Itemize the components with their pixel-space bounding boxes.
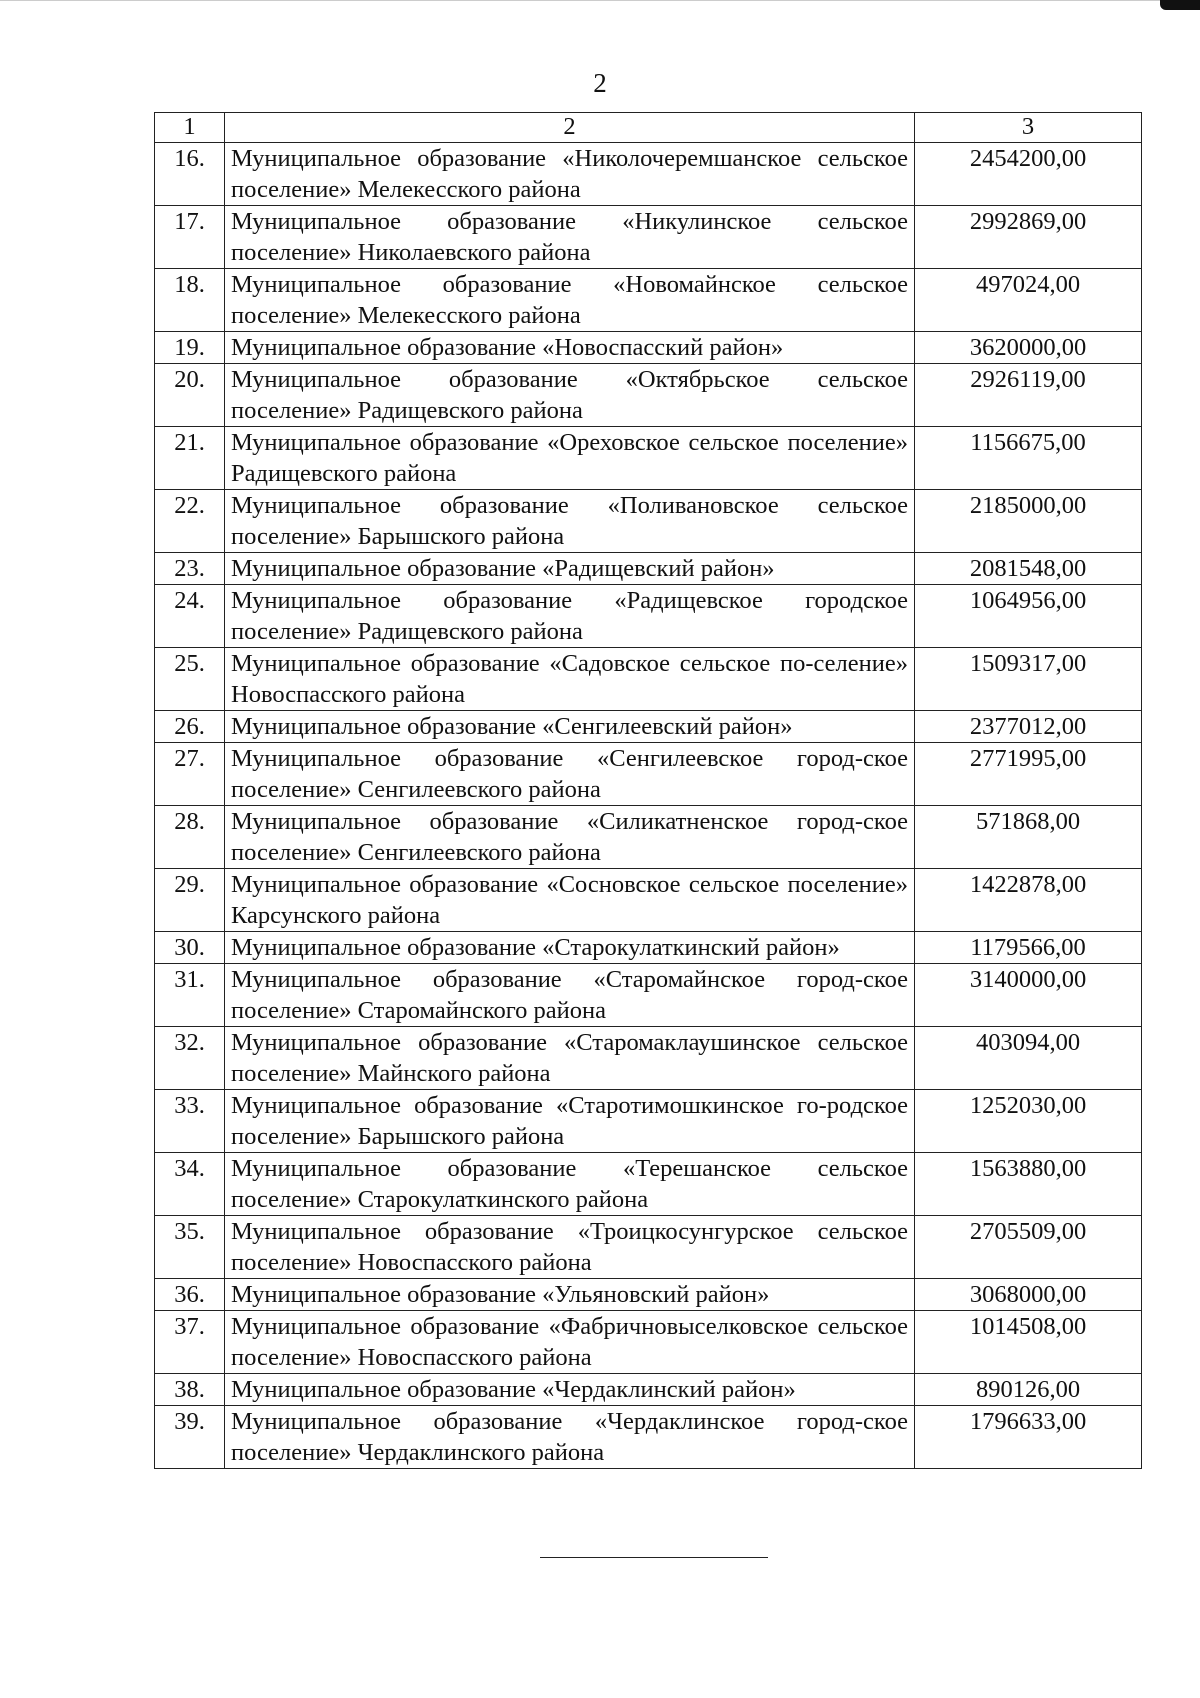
scan-corner-mark [1160, 0, 1200, 10]
allocation-amount: 2377012,00 [915, 711, 1142, 743]
table-row [155, 490, 1142, 553]
row-number: 30. [155, 932, 225, 964]
allocation-amount: 1064956,00 [915, 585, 1142, 648]
allocation-amount: 1179566,00 [915, 932, 1142, 964]
municipality-name: Муниципальное образование «Терешанское сельское поселение» Старокулаткинского района [225, 1153, 915, 1216]
table-row [155, 332, 1142, 364]
municipality-name: Муниципальное образование «Сосновское сельское поселение» Карсунского района [225, 869, 915, 932]
row-number: 17. [155, 206, 225, 269]
allocation-amount: 1422878,00 [915, 869, 1142, 932]
municipality-name: Муниципальное образование «Радищевское городское поселение» Радищевского района [225, 585, 915, 648]
row-number: 21. [155, 427, 225, 490]
table-row [155, 143, 1142, 206]
row-number: 20. [155, 364, 225, 427]
allocation-amount: 2705509,00 [915, 1216, 1142, 1279]
allocation-amount: 890126,00 [915, 1374, 1142, 1406]
allocation-table [154, 112, 1142, 1469]
table-row [155, 869, 1142, 932]
table-header [155, 113, 1142, 143]
table-row [155, 711, 1142, 743]
allocation-amount: 2926119,00 [915, 364, 1142, 427]
row-number: 18. [155, 269, 225, 332]
municipality-name: Муниципальное образование «Старомаклаушинское сельское поселение» Майнского района [225, 1027, 915, 1090]
table-row [155, 1374, 1142, 1406]
municipality-name: Муниципальное образование «Октябрьское сельское поселение» Радищевского района [225, 364, 915, 427]
table-row [155, 1216, 1142, 1279]
row-number: 22. [155, 490, 225, 553]
allocation-amount: 571868,00 [915, 806, 1142, 869]
row-number: 26. [155, 711, 225, 743]
allocation-amount: 2454200,00 [915, 143, 1142, 206]
allocation-amount: 2771995,00 [915, 743, 1142, 806]
municipality-name: Муниципальное образование «Новомайнское сельское поселение» Мелекесского района [225, 269, 915, 332]
allocation-amount: 1156675,00 [915, 427, 1142, 490]
municipality-name: Муниципальное образование «Радищевский район» [225, 553, 915, 585]
table-row [155, 932, 1142, 964]
row-number: 38. [155, 1374, 225, 1406]
municipality-name: Муниципальное образование «Троицкосунгурское сельское поселение» Новоспасского района [225, 1216, 915, 1279]
row-number: 16. [155, 143, 225, 206]
row-number: 39. [155, 1406, 225, 1469]
table-row [155, 585, 1142, 648]
row-number: 34. [155, 1153, 225, 1216]
allocation-amount: 2081548,00 [915, 553, 1142, 585]
municipality-name: Муниципальное образование «Ульяновский район» [225, 1279, 915, 1311]
table-body [155, 143, 1142, 1469]
table-row [155, 1279, 1142, 1311]
municipality-name: Муниципальное образование «Ореховское сельское поселение» Радищевского района [225, 427, 915, 490]
table-row [155, 553, 1142, 585]
municipality-name: Муниципальное образование «Николочеремшанское сельское поселение» Мелекесского района [225, 143, 915, 206]
scan-top-edge [0, 0, 1160, 1]
row-number: 37. [155, 1311, 225, 1374]
row-number: 33. [155, 1090, 225, 1153]
allocation-amount: 1509317,00 [915, 648, 1142, 711]
column-header-name: 2 [225, 113, 915, 143]
municipality-name: Муниципальное образование «Чердаклинское город-ское поселение» Чердаклинского района [225, 1406, 915, 1469]
allocation-amount: 2185000,00 [915, 490, 1142, 553]
table-row [155, 806, 1142, 869]
table-row [155, 1311, 1142, 1374]
table-row [155, 1027, 1142, 1090]
page-number: 2 [593, 68, 607, 98]
table-row [155, 964, 1142, 1027]
municipality-name: Муниципальное образование «Никулинское сельское поселение» Николаевского района [225, 206, 915, 269]
table-row [155, 364, 1142, 427]
allocation-amount: 1563880,00 [915, 1153, 1142, 1216]
table-row [155, 206, 1142, 269]
municipality-name: Муниципальное образование «Новоспасский район» [225, 332, 915, 364]
row-number: 29. [155, 869, 225, 932]
allocation-amount: 1796633,00 [915, 1406, 1142, 1469]
row-number: 19. [155, 332, 225, 364]
row-number: 24. [155, 585, 225, 648]
table-header-row [155, 113, 1142, 143]
table-row [155, 648, 1142, 711]
allocation-amount: 1252030,00 [915, 1090, 1142, 1153]
row-number: 28. [155, 806, 225, 869]
municipality-name: Муниципальное образование «Старомайнское город-ское поселение» Старомайнского района [225, 964, 915, 1027]
municipality-name: Муниципальное образование «Чердаклинский район» [225, 1374, 915, 1406]
allocation-amount: 2992869,00 [915, 206, 1142, 269]
row-number: 25. [155, 648, 225, 711]
municipality-name: Муниципальное образование «Сенгилеевское город-ское поселение» Сенгилеевского района [225, 743, 915, 806]
allocation-amount: 3140000,00 [915, 964, 1142, 1027]
municipality-name: Муниципальное образование «Поливановское сельское поселение» Барышского района [225, 490, 915, 553]
allocation-amount: 1014508,00 [915, 1311, 1142, 1374]
allocation-amount: 3620000,00 [915, 332, 1142, 364]
table-row [155, 743, 1142, 806]
municipality-name: Муниципальное образование «Старотимошкинское го-родское поселение» Барышского района [225, 1090, 915, 1153]
municipality-name: Муниципальное образование «Сенгилеевский район» [225, 711, 915, 743]
row-number: 36. [155, 1279, 225, 1311]
table-row [155, 1406, 1142, 1469]
row-number: 35. [155, 1216, 225, 1279]
municipality-name: Муниципальное образование «Старокулаткинский район» [225, 932, 915, 964]
municipality-name: Муниципальное образование «Садовское сельское по-селение» Новоспасского района [225, 648, 915, 711]
allocation-amount: 403094,00 [915, 1027, 1142, 1090]
allocation-amount: 497024,00 [915, 269, 1142, 332]
row-number: 31. [155, 964, 225, 1027]
table-row [155, 427, 1142, 490]
allocation-amount: 3068000,00 [915, 1279, 1142, 1311]
end-of-document-rule [540, 1557, 768, 1558]
column-header-number: 1 [155, 113, 225, 143]
municipality-name: Муниципальное образование «Фабричновыселковское сельское поселение» Новоспасского района [225, 1311, 915, 1374]
table-row [155, 1153, 1142, 1216]
column-header-value: 3 [915, 113, 1142, 143]
row-number: 32. [155, 1027, 225, 1090]
table-row [155, 269, 1142, 332]
row-number: 23. [155, 553, 225, 585]
row-number: 27. [155, 743, 225, 806]
municipality-name: Муниципальное образование «Силикатненское город-ское поселение» Сенгилеевского района [225, 806, 915, 869]
table-row [155, 1090, 1142, 1153]
